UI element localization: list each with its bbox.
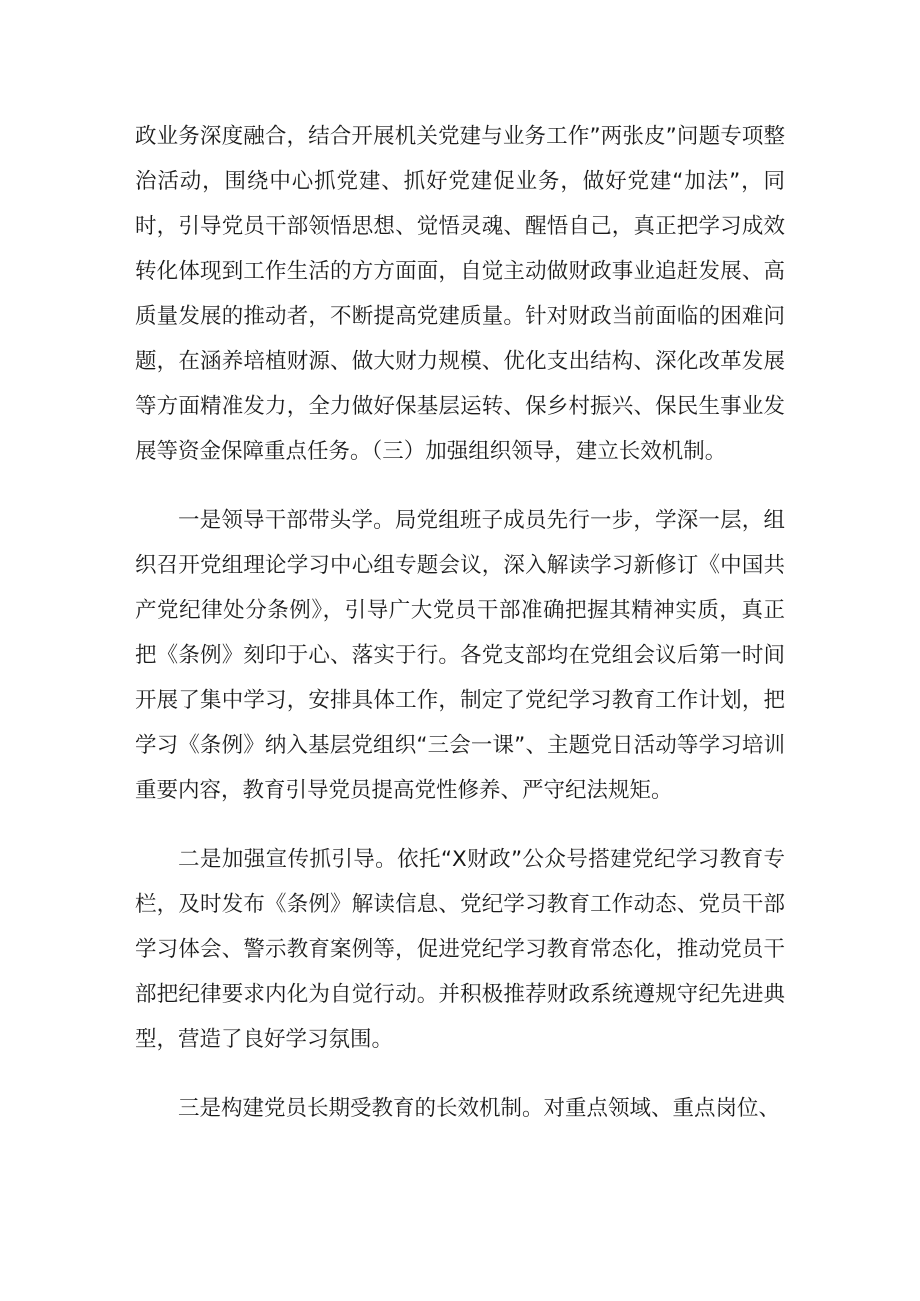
document-body xyxy=(135,114,785,1131)
paragraph-2: 一是领导干部带头学。局党组班子成员先行一步，学深一层，组织召开党组理论学习中心组专题会议，深入解读学习新修订《中国共产党纪律处分条例》，引导广大党员干部准确把握其精神实质，真正把《条例》刻印于心、落实于行。各党支部均在党组会议后第一时间开展了集中学习，安排具体工作，制定了党纪学习教育工作计划，把学习《条例》纳入基层党组织“三会一课”、主题党日活动等学习培训重要内容，教育引导党员提高党性修养、严守纪法规矩。 xyxy=(135,508,785,803)
paragraph-4: 三是构建党员长期受教育的长效机制。对重点领域、重点岗位、 xyxy=(178,1096,781,1121)
paragraph-1: 政业务深度融合，结合开展机关党建与业务工作”两张皮”问题专项整治活动，围绕中心抓党建、抓好党建促业务，做好党建“加法”，同时，引导党员干部领悟思想、觉悟灵魂、醒悟自己，真正把学习成效转化体现到工作生活的方方面面，自觉主动做财政事业追赶发展、高质量发展的推动者，不断提高党建质量。针对财政当前面临的困难问题，在涵养培植财源、做大财力规模、优化支出结构、深化改革发展等方面精准发力，全力做好保基层运转、保乡村振兴、保民生事业发展等资金保障重点任务。（三）加强组织领导，建立长效机制。 xyxy=(135,124,785,464)
paragraph-3: 二是加强宣传抓引导。依托“X财政”公众号搭建党纪学习教育专栏，及时发布《条例》解读信息、党纪学习教育工作动态、党员干部学习体会、警示教育案例等，促进党纪学习教育常态化，推动党员干部把纪律要求内化为自觉行动。并积极推荐财政系统遵规守纪先进典型，营造了良好学习氛围。 xyxy=(135,847,785,1052)
